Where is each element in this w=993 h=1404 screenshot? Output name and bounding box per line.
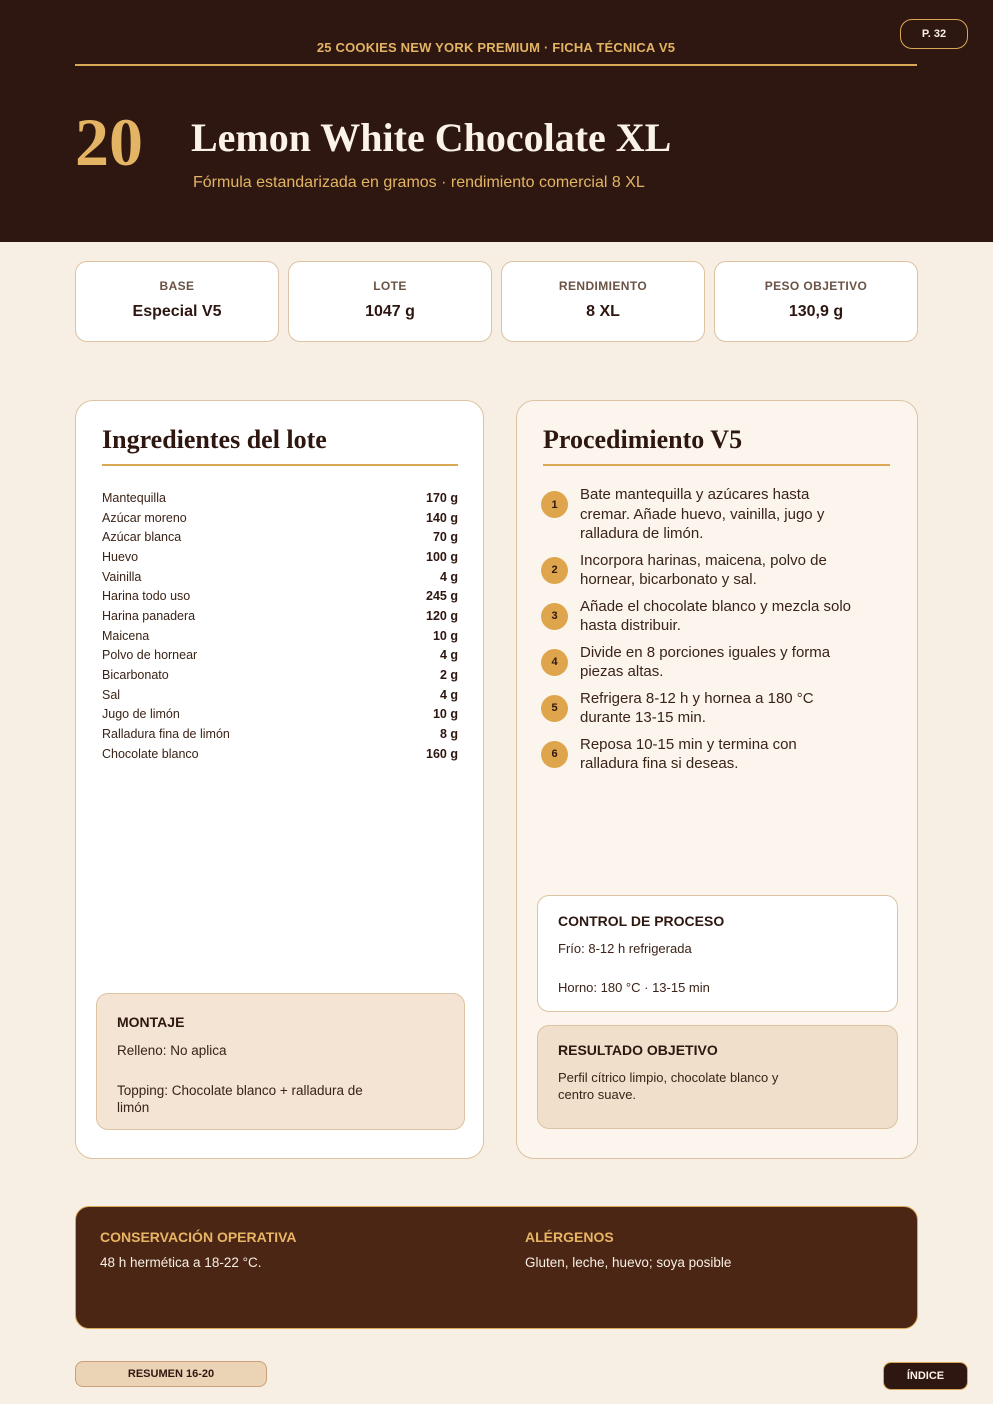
ingredient-name: Huevo bbox=[102, 549, 139, 564]
procedure-steps bbox=[541, 485, 851, 781]
header-band bbox=[0, 0, 993, 242]
ingredient-row bbox=[102, 527, 458, 547]
resumen-button[interactable]: RESUMEN 16-20 bbox=[75, 1361, 267, 1387]
ingredient-row bbox=[102, 705, 458, 725]
step-text: Incorpora harinas, maicena, polvo de hornear, bicarbonato y sal. bbox=[580, 551, 827, 588]
ingredient-name: Jugo de limón bbox=[102, 707, 180, 722]
ingredient-row bbox=[102, 547, 458, 567]
ingredient-name: Ralladura fina de limón bbox=[102, 727, 230, 742]
control-title: CONTROL DE PROCESO bbox=[558, 913, 725, 929]
alergenos-section bbox=[525, 1229, 731, 1270]
montaje-topping: Topping: Chocolate blanco + ralladura de limón bbox=[117, 1082, 363, 1116]
control-horno: Horno: 180 °C · 13-15 min bbox=[558, 979, 710, 995]
ingredient-name: Harina panadera bbox=[102, 608, 196, 623]
ingredient-row bbox=[102, 567, 458, 587]
step-number-badge: 3 bbox=[541, 603, 568, 630]
ingredient-qty: 120 g bbox=[426, 608, 458, 623]
header-divider bbox=[75, 64, 917, 66]
stat-value: 8 XL bbox=[586, 303, 620, 320]
step-text: Bate mantequilla y azúcares hasta cremar. Añade huevo, vainilla, jugo y ralladura de limón. bbox=[580, 486, 825, 542]
montaje-relleno: Relleno: No aplica bbox=[117, 1043, 227, 1058]
ingredient-name: Sal bbox=[102, 687, 121, 702]
ingredient-name: Vainilla bbox=[102, 569, 142, 584]
procedure-step bbox=[541, 735, 851, 774]
conservacion-section bbox=[100, 1229, 297, 1270]
ingredient-row bbox=[102, 508, 458, 528]
step-number-badge: 5 bbox=[541, 695, 568, 722]
ingredient-name: Chocolate blanco bbox=[102, 746, 199, 761]
stat-card-rendimiento bbox=[501, 261, 705, 342]
ingredients-title: Ingredientes del lote bbox=[102, 425, 327, 454]
ingredient-row bbox=[102, 744, 458, 764]
ingredient-row bbox=[102, 724, 458, 744]
ingredient-row bbox=[102, 606, 458, 626]
montaje-title: MONTAJE bbox=[117, 1014, 185, 1030]
montaje-box bbox=[96, 993, 465, 1130]
ingredient-qty: 10 g bbox=[432, 628, 458, 643]
footer-info-box bbox=[75, 1206, 918, 1329]
ingredients-divider bbox=[102, 464, 458, 466]
step-text: Divide en 8 porciones iguales y forma piezas altas. bbox=[580, 643, 831, 680]
ingredient-qty: 140 g bbox=[426, 510, 458, 525]
step-number-badge: 6 bbox=[541, 741, 568, 768]
ingredient-name: Maicena bbox=[102, 628, 150, 643]
ingredient-qty: 160 g bbox=[426, 746, 458, 761]
ingredient-name: Mantequilla bbox=[102, 490, 166, 505]
ingredient-name: Polvo de hornear bbox=[102, 648, 198, 663]
control-frio: Frío: 8-12 h refrigerada bbox=[558, 941, 692, 956]
ingredient-name: Bicarbonato bbox=[102, 668, 169, 683]
resultado-title: RESULTADO OBJETIVO bbox=[558, 1042, 718, 1058]
procedure-step bbox=[541, 689, 851, 728]
ingredient-qty: 8 g bbox=[439, 727, 458, 742]
step-number-badge: 2 bbox=[541, 557, 568, 584]
ingredient-qty: 10 g bbox=[432, 707, 458, 722]
resultado-text: Perfil cítrico limpio, chocolate blanco y centro suave. bbox=[558, 1070, 779, 1102]
ingredient-qty: 4 g bbox=[439, 569, 458, 584]
procedure-step bbox=[541, 551, 851, 590]
ingredient-qty: 170 g bbox=[426, 490, 458, 505]
stat-label: PESO OBJETIVO bbox=[764, 279, 868, 293]
step-text: Refrigera 8-12 h y hornea a 180 °C durante 13-15 min. bbox=[580, 689, 814, 726]
stat-value: 1047 g bbox=[365, 303, 415, 320]
ingredient-row bbox=[102, 626, 458, 646]
stat-label: BASE bbox=[159, 279, 195, 293]
alergenos-text: Gluten, leche, huevo; soya posible bbox=[525, 1255, 732, 1270]
procedure-title: Procedimiento V5 bbox=[543, 425, 743, 454]
ingredient-row bbox=[102, 646, 458, 666]
ingredient-row bbox=[102, 685, 458, 705]
ingredient-qty: 4 g bbox=[439, 687, 458, 702]
ingredient-row bbox=[102, 488, 458, 508]
ingredient-row bbox=[102, 665, 458, 685]
page-number-badge: P. 32 bbox=[900, 19, 968, 49]
step-text: Reposa 10-15 min y termina con ralladura fina si deseas. bbox=[580, 735, 797, 772]
ingredient-qty: 4 g bbox=[439, 648, 458, 663]
control-box bbox=[537, 895, 898, 1012]
conservacion-title: CONSERVACIÓN OPERATIVA bbox=[100, 1229, 297, 1245]
procedure-step bbox=[541, 597, 851, 636]
stat-label: LOTE bbox=[373, 279, 407, 293]
stat-value: 130,9 g bbox=[788, 303, 844, 320]
ingredient-qty: 100 g bbox=[426, 549, 458, 564]
stat-card-peso-objetivo bbox=[714, 261, 918, 342]
ingredient-name: Azúcar blanca bbox=[102, 530, 182, 545]
step-number-badge: 4 bbox=[541, 649, 568, 676]
recipe-number: 20 bbox=[75, 104, 143, 180]
step-number-badge: 1 bbox=[541, 491, 568, 518]
ingredients-list bbox=[102, 488, 458, 764]
ingredient-qty: 70 g bbox=[432, 530, 458, 545]
procedure-step bbox=[541, 485, 851, 544]
ingredient-name: Azúcar moreno bbox=[102, 510, 187, 525]
alergenos-title: ALÉRGENOS bbox=[525, 1229, 614, 1245]
ingredients-card bbox=[75, 400, 484, 1159]
resultado-box bbox=[537, 1025, 898, 1129]
stat-card-base bbox=[75, 261, 279, 342]
recipe-subtitle: Fórmula estandarizada en gramos · rendimiento comercial 8 XL bbox=[193, 174, 645, 191]
procedure-card bbox=[516, 400, 918, 1159]
step-text: Añade el chocolate blanco y mezcla solo hasta distribuir. bbox=[580, 597, 851, 634]
stat-card-lote bbox=[288, 261, 492, 342]
ingredient-row bbox=[102, 586, 458, 606]
ingredient-name: Harina todo uso bbox=[102, 589, 191, 604]
conservacion-text: 48 h hermética a 18-22 °C. bbox=[100, 1255, 262, 1270]
book-title-label: 25 COOKIES NEW YORK PREMIUM · FICHA TÉCNICA V5 bbox=[316, 40, 676, 55]
indice-button[interactable]: ÍNDICE bbox=[883, 1362, 968, 1390]
procedure-divider bbox=[543, 464, 890, 466]
stat-value: Especial V5 bbox=[132, 303, 222, 320]
procedure-step bbox=[541, 643, 851, 682]
ingredient-qty: 2 g bbox=[439, 668, 458, 683]
recipe-title: Lemon White Chocolate XL bbox=[191, 115, 672, 160]
stat-label: RENDIMIENTO bbox=[558, 279, 648, 293]
ingredient-qty: 245 g bbox=[426, 589, 458, 604]
